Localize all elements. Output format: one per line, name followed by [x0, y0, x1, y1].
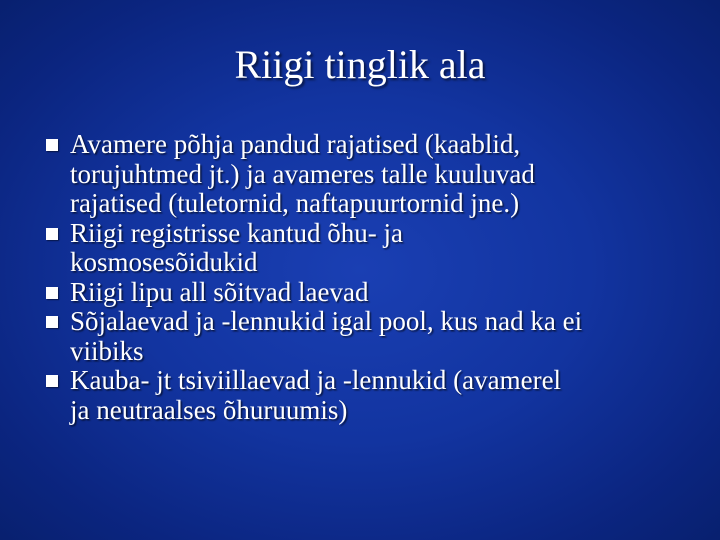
slide-title: Riigi tinglik ala — [234, 42, 486, 87]
bullet-line: Riigi registrisse kantud õhu- ja — [70, 217, 403, 248]
square-bullet-icon — [46, 316, 58, 328]
bullet-line: ja neutraalses õhuruumis) — [70, 394, 348, 425]
bullet-line: torujuhtmed jt.) ja avameres talle kuuluvad — [70, 158, 535, 189]
bullet-line: Sõjalaevad ja -lennukid igal pool, kus nad ka ei — [70, 306, 583, 336]
bullet-line: viibiks — [70, 335, 144, 366]
bullet-item — [46, 366, 696, 425]
square-bullet-icon — [46, 375, 58, 387]
bullet-item — [46, 307, 696, 366]
bullet-list — [46, 130, 696, 425]
bullet-item — [46, 130, 696, 219]
square-bullet-icon — [46, 228, 58, 240]
bullet-item — [46, 278, 696, 308]
square-bullet-icon — [46, 287, 58, 299]
square-bullet-icon — [46, 139, 58, 151]
bullet-line: Riigi lipu all sõitvad laevad — [70, 276, 369, 307]
bullet-item — [46, 219, 696, 278]
bullet-line: Kauba- jt tsiviillaevad ja -lennukid (avamerel — [70, 365, 562, 395]
bullet-line: kosmosesõidukid — [70, 247, 258, 277]
bullet-line: rajatised (tuletornid, naftapuurtornid jne.) — [70, 188, 520, 218]
bullet-line: Avamere põhja pandud rajatised (kaablid, — [70, 129, 521, 159]
